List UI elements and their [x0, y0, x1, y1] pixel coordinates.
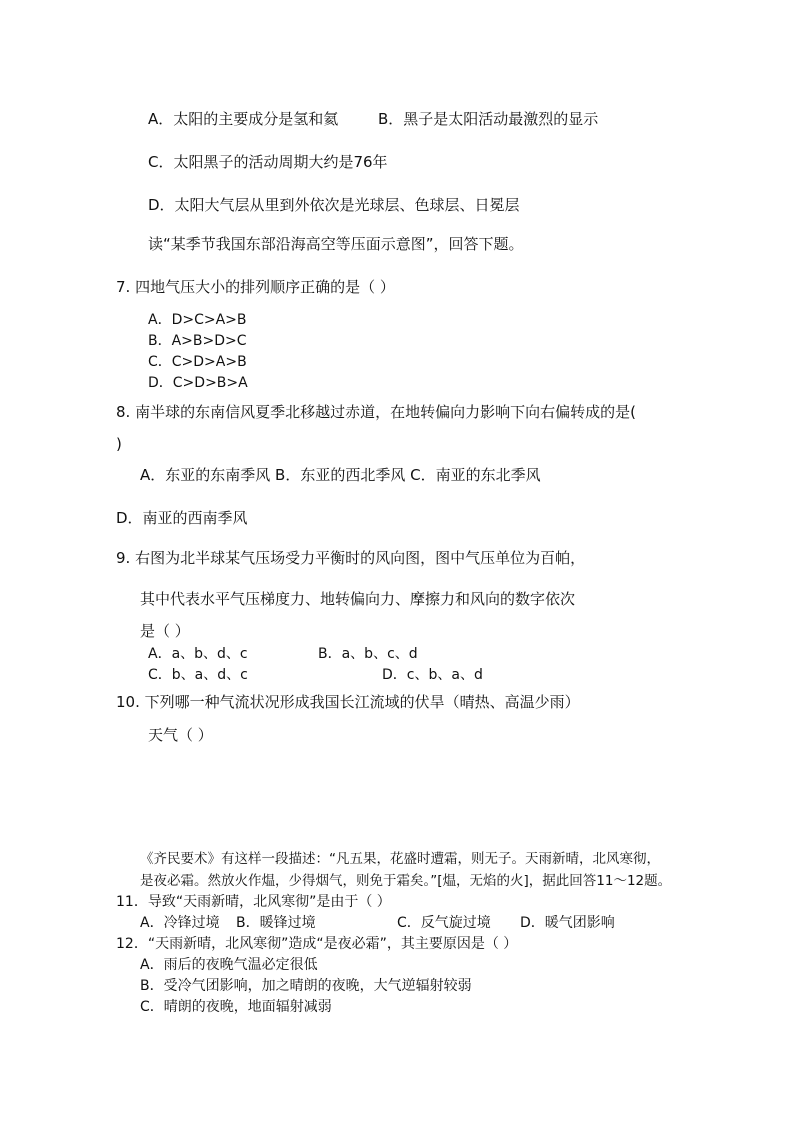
q6-option-c: C．太阳黑子的活动周期大约是76年: [148, 153, 388, 171]
q9-option-d: D．c、b、a、d: [382, 667, 483, 683]
q7-option-c: C．C>D>A>B: [148, 354, 247, 370]
q11-option-b: B．暖锋过境: [236, 915, 316, 931]
q6-option-d: D．太阳大气层从里到外依次是光球层、色球层、日冕层: [148, 196, 520, 214]
reading-instruction: 读“某季节我国东部沿海高空等压面示意图”，回答下题。: [148, 235, 524, 253]
q8-stem-line2: ): [116, 435, 122, 453]
q11-option-c: C．反气旋过境: [397, 915, 491, 931]
q9-stem-line1: 9. 右图为北半球某气压场受力平衡时的风向图，图中气压单位为百帕，: [116, 549, 586, 567]
q6-option-a: A．太阳的主要成分是氢和氦: [148, 110, 339, 128]
q11-option-d: D．暖气团影响: [520, 915, 615, 931]
q12-stem: 12．“天雨新晴，北风寒彻”造成“是夜必霜”，其主要原因是（ ）: [116, 936, 518, 952]
passage-line1: 《齐民要术》有这样一段描述：“凡五果，花盛时遭霜，则无子。天雨新晴，北风寒彻，: [140, 851, 660, 867]
q9-stem-line2: 其中代表水平气压梯度力、地转偏向力、摩擦力和风向的数字依次: [140, 590, 576, 608]
q12-option-c: C．晴朗的夜晚，地面辐射减弱: [140, 999, 332, 1015]
q9-option-b: B．a、b、c、d: [318, 646, 418, 662]
q7-option-a: A．D>C>A>B: [148, 312, 247, 328]
q10-stem-line1: 10. 下列哪一种气流状况形成我国长江流域的伏旱（晴热、高温少雨）: [116, 693, 580, 711]
q8-option-d: D．南亚的西南季风: [116, 509, 248, 527]
q9-option-a: A．a、b、d、c: [148, 646, 248, 662]
q10-stem-line2: 天气（ ）: [148, 726, 213, 744]
q8-stem-line1: 8. 南半球的东南信风夏季北移越过赤道，在地转偏向力影响下向右偏转成的是(: [116, 403, 636, 421]
q7-option-d: D．C>D>B>A: [148, 375, 248, 391]
passage-line2: 是夜必霜。然放火作煴，少得烟气，则免于霜矣。”[煴，无焰的火]，据此回答11～12题。: [140, 873, 672, 889]
q9-stem-line3: 是（ ）: [140, 622, 190, 640]
q9-option-c: C．b、a、d、c: [148, 667, 248, 683]
q11-stem: 11．导致“天雨新晴，北风寒彻”是由于（ ）: [116, 894, 391, 910]
q8-options-abc: A．东亚的东南季风 B．东亚的西北季风 C．南亚的东北季风: [140, 466, 541, 484]
q12-option-a: A．雨后的夜晚气温必定很低: [140, 957, 318, 973]
q12-option-b: B．受冷气团影响，加之晴朗的夜晚，大气逆辐射较弱: [140, 978, 472, 994]
q11-option-a: A．冷锋过境: [140, 915, 220, 931]
q7-option-b: B．A>B>D>C: [148, 333, 247, 349]
q6-option-b: B．黑子是太阳活动最激烈的显示: [378, 110, 599, 128]
q7-stem: 7. 四地气压大小的排列顺序正确的是（ ）: [116, 278, 395, 296]
